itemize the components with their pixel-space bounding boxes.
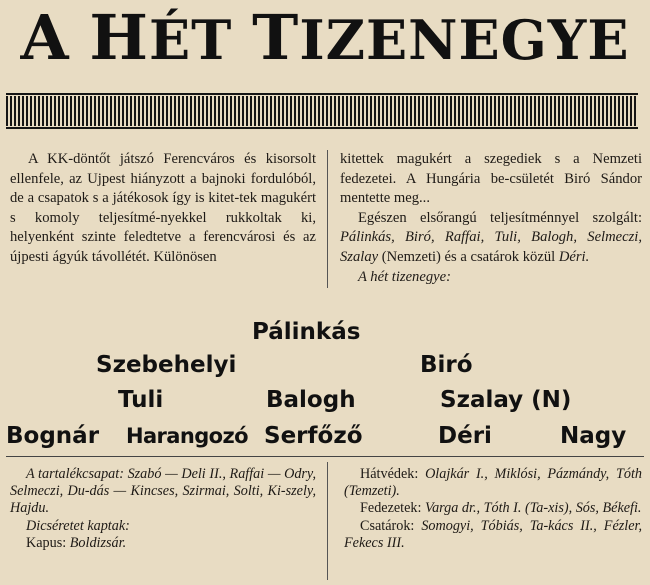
article-paragraph-3	[340, 209, 642, 268]
article-column-left	[10, 150, 316, 268]
headline-het-rest: ÉT	[149, 8, 233, 72]
hatvedek-label: Hátvédek:	[360, 466, 426, 482]
bottom-column-divider	[327, 462, 328, 580]
headline-rule-bottom	[6, 127, 638, 129]
article-paragraph-2: kitettek magukért a szegediek s a Nemzeti fedezetei. A Hungária be-csületét Biró Sándor mentette meg...	[340, 151, 642, 207]
kapus-label: Kapus:	[26, 534, 70, 551]
section-divider	[6, 456, 644, 457]
article-p3-mid: (Nemzeti) és a csatárok közül	[378, 248, 559, 265]
lineup-half-centre: Balogh	[266, 387, 356, 413]
article-p3-end: Déri.	[558, 248, 590, 265]
csatarok-names: Somogyi, Tóbiás, Ta-kács II., Fézler, Fekecs III.	[344, 517, 643, 551]
reserves-names: Szabó — Deli II., Raffai — Odry, Selmeczi, Du-dás — Kincses, Szirmai, Solti, Ki-szely, Hajdu.	[10, 466, 316, 517]
lineup-half-right: Szalay (N)	[440, 387, 572, 413]
lineup-forward-4: Déri	[438, 423, 492, 449]
csatarok-line	[344, 518, 642, 552]
fedezetek-line	[344, 500, 642, 517]
praised-players-block	[344, 466, 642, 552]
fedezetek-names: Varga dr., Tóth I. (Ta-xis), Sós, Békefi.	[425, 500, 642, 517]
article-paragraph-1: A KK-döntőt játszó Ferencváros és kisorsolt ellenfele, az Ujpest hiányzott a bajnoki fordulóból, de a csapatok s a játékosok így is kitet-tek magukért s komoly teljesítmé-nyekkel rukkoltak ki, helyenként szinte feledtetve a ferencvárosi és az újpesti ágyúk távollétét. Különösen	[10, 151, 316, 265]
headline-rule-top	[6, 93, 638, 95]
headline-hatched-rule	[6, 96, 638, 126]
hatvedek-names: Olajkár I., Miklósi, Pázmándy, Tóth (Temzeti).	[344, 466, 642, 500]
headline-cap-t: T	[252, 1, 300, 74]
column-divider	[327, 150, 328, 288]
lineup-forward-3: Serfőző	[264, 423, 363, 449]
reserves-label: A tartalékcsapat:	[26, 466, 128, 482]
lineup-goalkeeper: Pálinkás	[252, 319, 361, 345]
headline-cap-h: H	[89, 1, 150, 74]
kapus-line	[10, 535, 316, 552]
kapus-name: Boldizsár.	[69, 534, 127, 551]
reserves-paragraph	[10, 466, 316, 518]
lineup-forward-1: Bognár	[6, 423, 100, 449]
headline-cap-a: A	[20, 1, 70, 74]
reserves-block	[10, 466, 316, 552]
headline	[0, 1, 650, 74]
csatarok-label: Csatárok:	[360, 517, 422, 534]
article-p3-intro: Egészen elsőrangú teljesítménnyel szolgált:	[358, 209, 642, 226]
lineup-forward-5: Nagy	[560, 423, 627, 449]
article-p3-names: Pálinkás, Biró, Raffai, Tuli, Balogh, Selmeczi, Szalay	[340, 229, 642, 265]
lineup-forward-2: Harangozó	[126, 424, 248, 448]
lineup-half-left: Tuli	[118, 387, 164, 413]
lineup-back-left: Szebehelyi	[96, 352, 237, 378]
article-column-right	[340, 150, 642, 287]
fedezetek-label: Fedezetek:	[360, 500, 425, 517]
lineup-back-right: Biró	[420, 352, 473, 378]
article-paragraph-4: A hét tizenegye:	[358, 268, 451, 285]
praise-heading: Dicséretet kaptak:	[26, 517, 130, 534]
hatvedek-line	[344, 466, 642, 500]
headline-word-tizenegye: IZENEGYE	[299, 8, 630, 72]
